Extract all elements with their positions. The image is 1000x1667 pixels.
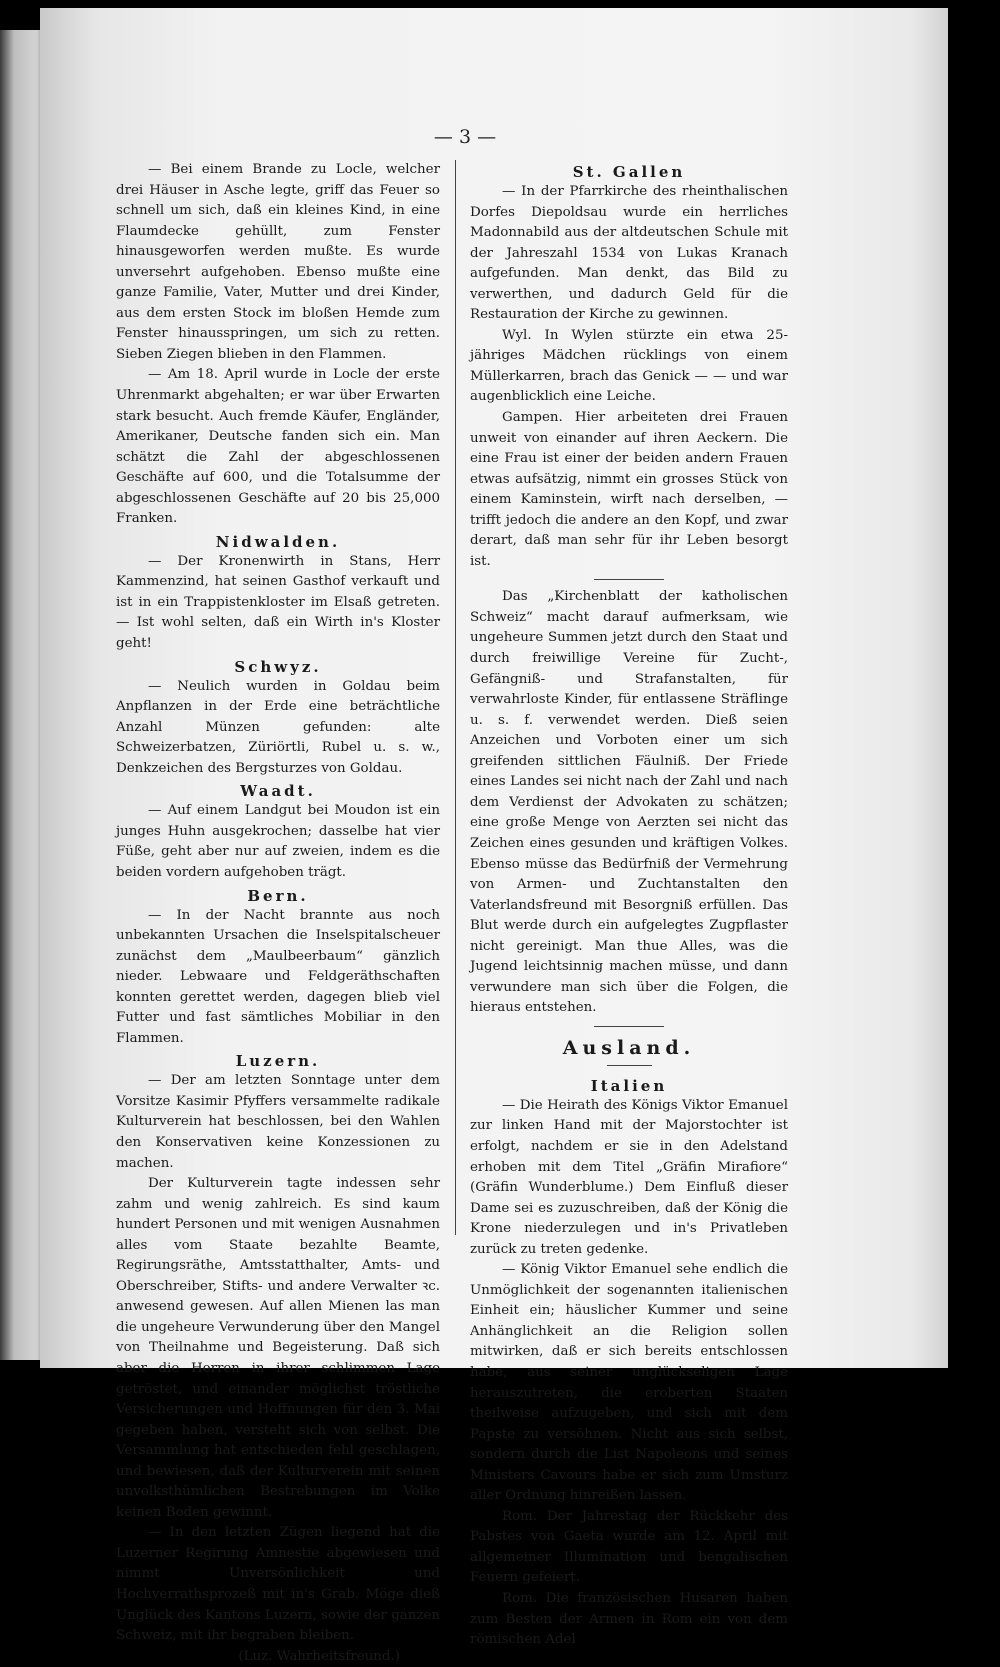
separator-rule — [594, 1026, 664, 1027]
section-heading-italien: Italien — [590, 1076, 668, 1095]
article-paragraph: Das „Kirchenblatt der katholischen Schweiz“ macht darauf aufmerksam, wie ungeheure Summen jetzt durch den Staat und durch freiwillige Vereine für Zucht-, Gefängniß- und Strafanstalten, für verwahrloste Kinder, für entlassene Sträflinge u. s. f. verwendet werden. Dieß seien Anzeichen und Vorboten einer um sich greifenden sittlichen Fäulniß. Der Friede eines Landes sei nicht nach der Zahl und nach dem Verdienst der Advokaten zu schätzen; eine große Menge von Aerzten sei nicht das Zeichen eines gesunden und kräftigen Volkes. Ebenso müsse das Bedürfniß der Vermehrung von Armen- und Zuchtanstalten den Vaterlandsfreund mit Besorgniß erfüllen. Das Blut werde durch ein aufgelegtes Zugpflaster nicht gereinigt. Man thue Alles, was die Jugend leichtsinnig machen müsse, und dann verwundere man sich über die Folgen, die hieraus entstehen. — [470, 589, 788, 1016]
section-heading-st-gallen: St. Gallen — [572, 163, 686, 181]
section-heading-bern: Bern. — [247, 886, 309, 905]
right-column — [470, 160, 788, 1651]
article-paragraph: — Der Kronenwirth in Stans, Herr Kammenzind, hat seinen Gasthof verkauft und ist in ein Trappistenkloster im Elsaß getreten. — Ist wohl selten, daß ein Wirth in's Kloster geht! — [116, 553, 440, 652]
major-section-heading: Ausland. — [562, 1036, 696, 1059]
section-heading-waadt: Waadt. — [240, 782, 316, 801]
article-paragraph: Rom. Der Jahrestag der Rückkehr des Pabstes von Gaeta wurde am 12. April mit allgemeiner Illumination und bengalischen Feuern gefeiert. — [470, 1508, 788, 1586]
article-paragraph: — Auf einem Landgut bei Moudon ist ein junges Huhn ausgekrochen; dasselbe hat vier Füße, geht aber nur auf zweien, indem es die beiden vordern aufgehoben trägt. — [116, 803, 440, 880]
article-paragraph: — In den letzten Zügen liegend hat die Luzerner Regirung Amnestie abgewiesen und nimmt Unversönlichkeit und Hochverrathsprozeß mit in's Grab. Möge dieß Unglück des Kantons Luzern, sowie der ganzen Schweiz, mit ihr begraben bleiben. — [116, 1525, 440, 1644]
separator-rule — [607, 1065, 652, 1066]
article-paragraph: Der Kulturverein tagte indessen sehr zahm und wenig zahlreich. Es sind kaum hundert Personen und mit wenigen Ausnahmen alles vom Staate bezahlte Beamte, Regirungsräthe, Amtsstatthalter, Amts- und Oberschreiber, Stifts- und andere Verwalter ꝛc. anwesend gewesen. Auf allen Mienen las man die ungeheure Verwunderung über den Mangel von Theilnahme und Begeisterung. Daß sich aber die Herren in ihrer schlimmen Lage getröstet, und einander möglichst tröstliche Versicherungen und Hoffnungen für den 3. Mai gegeben haben, versteht sich von selbst. Die Versammlung hat entschieden fehl geschlagen, und bewiesen, daß der Kulturverein mit seinen unvolksthümlichen Bestrebungen im Volke keinen Boden gewinnt. — [116, 1176, 440, 1520]
article-paragraph: Rom. Die französischen Husaren haben zum Besten der Armen in Rom ein von dem römischen Adel — [470, 1591, 788, 1648]
section-heading-nidwalden: Nidwalden. — [215, 532, 341, 551]
separator-rule — [594, 579, 664, 580]
article-paragraph: Gampen. Hier arbeiteten drei Frauen unweit von einander auf ihren Aeckern. Die eine Frau ist einer der beiden andern Frauen etwas aufsätzig, nimmt ein grosses Stück von einem Kaminstein, wirft nach derselben, — trifft jedoch die andere an den Kopf, und zwar derart, daß man sehr für ihr Leben besorgt ist. — [470, 410, 788, 569]
column-divider — [455, 160, 456, 1235]
section-heading-luzern: Luzern. — [235, 1052, 321, 1071]
section-heading-schwyz: Schwyz. — [234, 657, 322, 676]
article-paragraph: — In der Pfarrkirche des rheinthalischen Dorfes Diepoldsau wurde ein herrliches Madonnabild aus der altdeutschen Schule mit der Jahreszahl 1534 von Lukas Kranach aufgefunden. Man denkt, das Bild zu verwerthen, und dadurch Geld für die Restauration der Kirche zu gewinnen. — [470, 184, 788, 323]
article-paragraph: Wyl. In Wylen stürzte ein etwa 25-jähriges Mädchen rücklings von einem Müllerkarren, brach das Genick — — und war augenblicklich eine Leiche. — [470, 327, 788, 405]
article-paragraph: — Der am letzten Sonntage unter dem Vorsitze Kasimir Pfyffers versammelte radikale Kulturverein hat beschlossen, bei den Wahlen den Konservativen keine Konzessionen zu machen. — [116, 1073, 440, 1171]
adjacent-page-edge — [0, 30, 40, 1360]
left-column — [116, 160, 440, 1667]
article-paragraph: — König Viktor Emanuel sehe endlich die Unmöglichkeit der sogenannten italienischen Einheit ein; häuslicher Kummer und seine Anhänglichkeit an die Religion sollen mitwirken, daß er sich bereits entschlossen habe, aus seiner unglückseligen Lage herauszutreten, die eroberten Staaten theilweise aufzugeben, und sich mit dem Papste zu versöhnen. Nicht aus sich selbst, sondern durch die List Napoleons und seines Ministers Cavours habe er sich zum Umsturz aller Ordnung hinreißen lassen. — [470, 1262, 788, 1504]
article-paragraph: — Bei einem Brande zu Locle, welcher drei Häuser in Asche legte, griff das Feuer so schnell um sich, daß ein kleines Kind, in eine Flaumdecke gehüllt, zum Fenster hinausgeworfen werden mußte. Es wurde unversehrt aufgehoben. Ebenso mußte eine ganze Familie, Vater, Mutter und drei Kinder, aus dem ersten Stock im bloßen Hemde zum Fenster hinausspringen, um sich zu retten. Sieben Ziegen blieben in den Flammen. — [116, 162, 440, 362]
article-paragraph: — Neulich wurden in Goldau beim Anpflanzen in der Erde eine beträchtliche Anzahl Münzen gefunden: alte Schweizerbatzen, Züriörtli, Rubel u. s. w., Denkzeichen des Bergsturzes von Goldau. — [116, 678, 440, 776]
source-credit: (Luz. Wahrheitsfreund.) — [238, 1648, 400, 1664]
article-paragraph: — Die Heirath des Königs Viktor Emanuel zur linken Hand mit der Majorstochter ist erfolgt, nachdem er sie in den Adelstand erhoben mit dem Titel „Gräfin Mirafiore“ (Gräfin Wunderblume.) Dem Einfluß dieser Dame sei es zuzuschreiben, daß der König die Krone niederzulegen und in's Privatleben zurück zu treten gedenke. — [470, 1097, 788, 1257]
page-number: — 3 — — [433, 126, 497, 148]
article-paragraph: — In der Nacht brannte aus noch unbekannten Ursachen die Inselspitalscheuer zunächst dem „Maulbeerbaum“ gänzlich nieder. Lebwaare und Feldgeräthschaften konnten gerettet werden, dagegen blieb viel Futter und fast sämtliches Mobiliar in den Flammen. — [116, 907, 440, 1046]
article-paragraph: — Am 18. April wurde in Locle der erste Uhrenmarkt abgehalten; er war über Erwarten stark besucht. Auch fremde Käufer, Engländer, Amerikaner, Deutsche fanden sich ein. Man schätzt die Zahl der abgeschlossenen Geschäfte auf 600, und die Totalsumme der abgeschlossenen Geschäfte auf 20 bis 25,000 Franken. — [116, 367, 440, 527]
